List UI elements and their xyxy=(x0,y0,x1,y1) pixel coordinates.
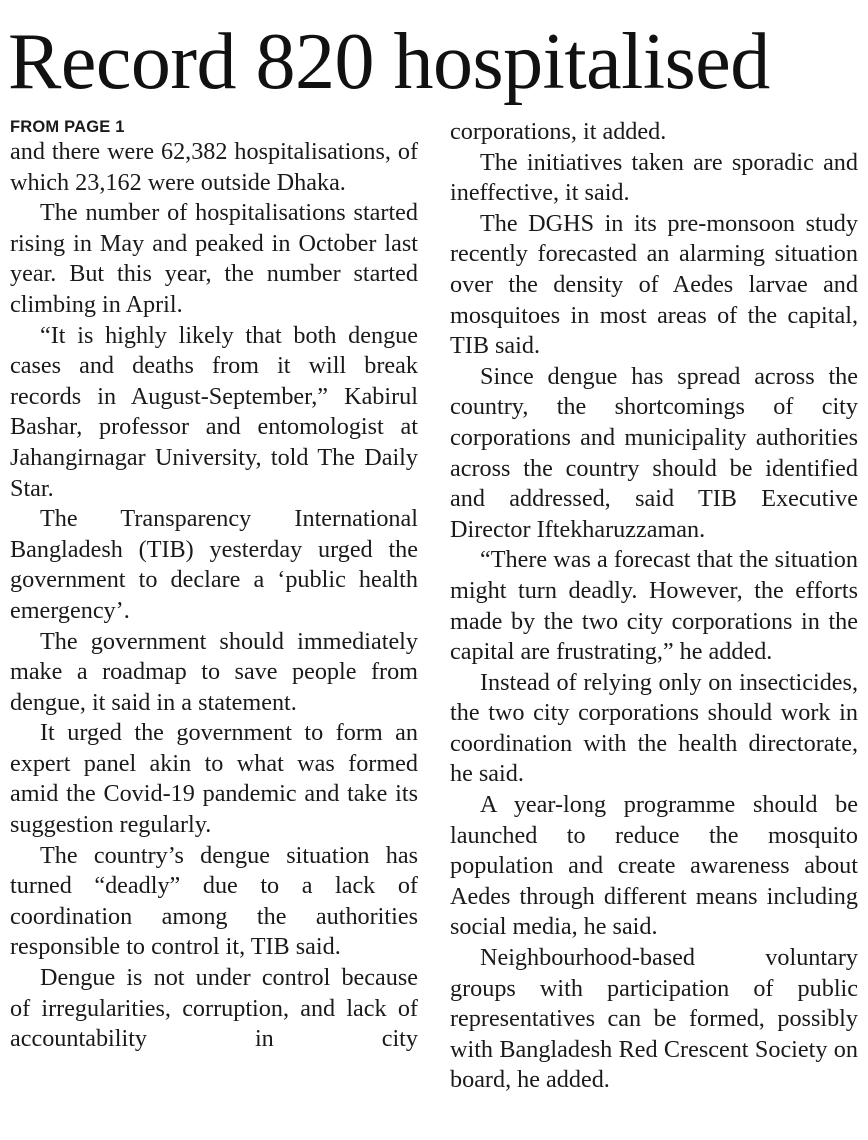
paragraph: The government should immediately make a roadmap to save people from dengue, it said in a statement. xyxy=(10,627,418,716)
paragraph: Neighbourhood-based voluntary groups with participation of public representatives can be formed, possibly with Bangladesh Red Crescent Society on board, he added. xyxy=(450,944,858,1094)
headline: Record 820 hospitalised xyxy=(8,18,770,106)
paragraph: Since dengue has spread across the country, the shortcomings of city corporations and municipality authorities across the country should be identified and addressed, said TIB Executive Director Iftekharuzzaman. xyxy=(450,362,858,543)
paragraph: The number of hospitalisations started rising in May and peaked in October last year. But this year, the number started climbing in April. xyxy=(10,199,418,318)
paragraph: Dengue is not under control because of irregularities, corruption, and lack of accountability in city xyxy=(10,964,418,1053)
paragraph: The Transparency International Bangladesh (TIB) yesterday urged the government to declare a ‘public health emergency’. xyxy=(10,505,418,624)
paragraph: The DGHS in its pre-monsoon study recently forecasted an alarming situation over the density of Aedes larvae and mosquitoes in most areas of the capital, TIB said. xyxy=(450,209,858,360)
paragraph: Instead of relying only on insecticides, the two city corporations should work in coordination with the health directorate, he said. xyxy=(450,668,858,788)
paragraph: It urged the government to form an expert panel akin to what was formed amid the Covid-19 pandemic and take its suggestion regularly. xyxy=(10,719,418,839)
article-column-right xyxy=(450,117,858,1096)
article-column-left xyxy=(10,117,418,1055)
page-continuation-kicker: FROM PAGE 1 xyxy=(10,118,125,136)
paragraph: and there were 62,382 hospitalisations, of which 23,162 were outside Dhaka. xyxy=(10,138,418,196)
paragraph: The initiatives taken are sporadic and ineffective, it said. xyxy=(450,148,858,207)
paragraph: “There was a forecast that the situation might turn deadly. However, the efforts made by the two city corporations in the capital are frustrating,” he added. xyxy=(450,546,858,666)
paragraph: The country’s dengue situation has turned “deadly” due to a lack of coordination among the authorities responsible to control it, TIB said. xyxy=(10,841,418,961)
paragraph: A year-long programme should be launched to reduce the mosquito population and create awareness about Aedes through different means including social media, he said. xyxy=(450,791,858,941)
paragraph: “It is highly likely that both dengue cases and deaths from it will break records in August-September,” Kabirul Bashar, professor and entomologist at Jahangirnagar University, told The Daily Star. xyxy=(10,321,418,502)
paragraph: corporations, it added. xyxy=(450,118,667,145)
